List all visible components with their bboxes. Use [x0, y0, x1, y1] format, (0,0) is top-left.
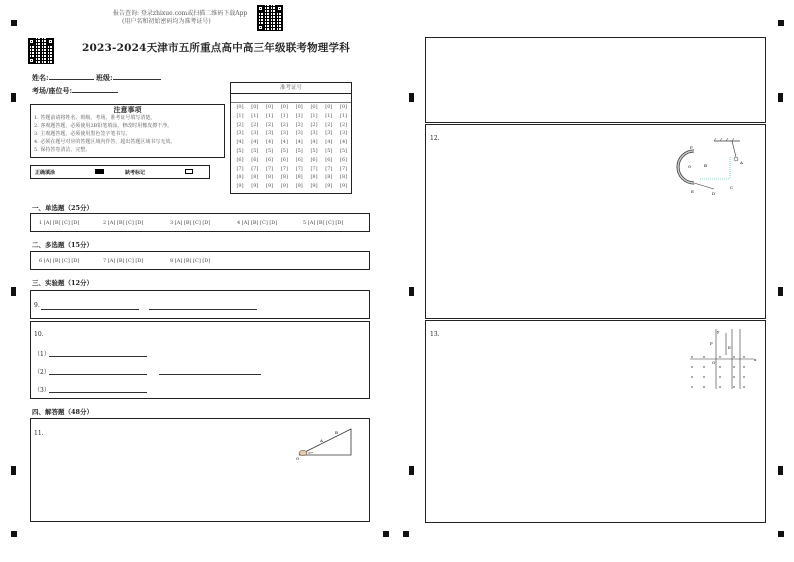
q10-sub1-line[interactable] [49, 348, 147, 357]
timing-mark [11, 287, 16, 296]
fill-legend [30, 165, 210, 179]
admission-digit-bubble[interactable]: [7] [266, 165, 274, 172]
admission-digit-bubble[interactable]: [7] [310, 165, 318, 172]
corner-mark-tr [778, 20, 784, 26]
class-field[interactable] [113, 79, 161, 80]
admission-digit-bubble[interactable]: [3] [280, 130, 288, 137]
admission-digit-columns [233, 103, 351, 193]
admission-digit-bubble[interactable]: [3] [310, 130, 318, 137]
admission-digit-bubble[interactable]: [8] [236, 174, 244, 181]
admission-digit-bubble[interactable]: [3] [266, 130, 274, 137]
q9-number: 9. [34, 302, 40, 309]
admission-digit-bubble[interactable]: [1] [340, 112, 348, 119]
absent-mark-label: 缺考标记 [125, 170, 146, 176]
admission-digit-bubble[interactable]: [7] [295, 165, 303, 172]
svg-text:A: A [740, 160, 743, 165]
svg-text:y: y [717, 329, 720, 334]
admission-digit-bubble[interactable]: [9] [325, 183, 333, 190]
q7-options[interactable]: 7 [A] [B] [C] [D] [103, 258, 144, 264]
admission-digit-bubble[interactable]: [0] [295, 104, 303, 110]
app-qr-code [257, 5, 283, 31]
admission-digit-bubble[interactable]: [1] [325, 112, 333, 119]
admission-digit-bubble[interactable]: [4] [251, 139, 259, 146]
q5-options[interactable]: 5 [A] [B] [C] [D] [303, 220, 344, 226]
admission-digit-bubble[interactable]: [7] [280, 165, 288, 172]
admission-digit-bubble[interactable]: [2] [266, 121, 274, 128]
admission-digit-bubble[interactable]: [6] [251, 156, 259, 163]
admission-digit-bubble[interactable]: [1] [266, 112, 274, 119]
admission-digit-bubble[interactable]: [6] [310, 156, 318, 163]
admission-column [233, 103, 247, 191]
q4-options[interactable]: 4 [A] [B] [C] [D] [237, 220, 278, 226]
q10-sub3-label: （3） [34, 387, 50, 394]
svg-text:P: P [710, 341, 713, 346]
exam-title: 2023-2024天津市五所重点高中高三年级联考物理学科 [82, 42, 350, 54]
admission-digit-bubble[interactable]: [2] [236, 121, 244, 128]
q12-box[interactable] [425, 124, 766, 319]
student-qr-code [28, 38, 54, 64]
admission-column [307, 103, 321, 191]
admission-digit-bubble[interactable]: [4] [325, 139, 333, 146]
q9-box [30, 290, 370, 319]
correct-fill-label: 正确填涂 [35, 170, 56, 176]
admission-digit-bubble[interactable]: [0] [310, 104, 318, 110]
admission-column [322, 103, 336, 191]
answer-title: 四、解答题（48分） [32, 408, 94, 416]
admission-digit-bubble[interactable]: [7] [325, 165, 333, 172]
corner-mark-bm2 [403, 531, 409, 537]
admission-digit-bubble[interactable]: [9] [310, 183, 318, 190]
svg-text:A: A [320, 438, 323, 443]
name-row [32, 73, 161, 83]
corner-mark-tl [11, 20, 17, 26]
svg-text:37°: 37° [308, 451, 314, 455]
name-label: 姓名: [32, 73, 49, 82]
svg-text:B: B [704, 163, 707, 168]
multi-choice-title: 二、多选题（15分） [32, 241, 94, 249]
admission-digit-bubble[interactable]: [3] [251, 130, 259, 137]
q11-number: 11. [34, 430, 44, 437]
notes-box [30, 104, 225, 158]
q3-options[interactable]: 3 [A] [B] [C] [D] [170, 220, 211, 226]
admission-digit-bubble[interactable]: [2] [340, 121, 348, 128]
q10-number: 10. [34, 331, 44, 338]
admission-digit-bubble[interactable]: [0] [280, 104, 288, 110]
admission-digit-bubble[interactable]: [6] [266, 156, 274, 163]
admission-digit-bubble[interactable]: [5] [251, 147, 259, 154]
q10-box [30, 321, 370, 399]
q13-field-figure [686, 327, 758, 393]
admission-digit-bubble[interactable]: [1] [251, 112, 259, 119]
admission-digit-bubble[interactable]: [6] [325, 156, 333, 163]
admission-title: 准考证号 [231, 83, 351, 94]
admission-digit-bubble[interactable]: [9] [280, 183, 288, 190]
admission-input-row [231, 94, 351, 103]
name-field[interactable] [49, 79, 94, 80]
seat-label: 考场/座位号: [32, 86, 73, 95]
admission-digit-bubble[interactable]: [0] [340, 104, 348, 110]
note-item: 1. 答题前请将姓名、班级、考场、准考证号填写清楚。 [34, 115, 156, 121]
admission-digit-bubble[interactable]: [9] [340, 183, 348, 190]
q6-options[interactable]: 6 [A] [B] [C] [D] [39, 258, 80, 264]
admission-digit-bubble[interactable]: [2] [295, 121, 303, 128]
timing-mark [409, 287, 414, 296]
admission-digit-bubble[interactable]: [8] [295, 174, 303, 181]
q10-sub3-line[interactable] [49, 384, 147, 393]
q10-overflow-box[interactable] [425, 37, 766, 123]
admission-digit-bubble[interactable]: [6] [280, 156, 288, 163]
admission-digit-bubble[interactable]: [5] [340, 147, 348, 154]
timing-mark [409, 466, 414, 475]
admission-digit-bubble[interactable]: [8] [251, 174, 259, 181]
admission-digit-bubble[interactable]: [8] [266, 174, 274, 181]
note-item: 5. 保持答卷清洁、完整。 [34, 147, 91, 153]
svg-text:F: F [690, 145, 693, 150]
svg-text:E: E [691, 189, 694, 194]
admission-column [248, 103, 262, 191]
admission-digit-bubble[interactable]: [4] [340, 139, 348, 146]
q9-answer-line-2[interactable] [149, 301, 257, 310]
admission-digit-bubble[interactable]: [1] [280, 112, 288, 119]
admission-digit-bubble[interactable]: [2] [280, 121, 288, 128]
admission-digit-bubble[interactable]: [5] [325, 147, 333, 154]
admission-digit-bubble[interactable]: [1] [310, 112, 318, 119]
report-query-text: 报告查询: 登录zhixue.com或扫描二维码下载App [113, 10, 248, 17]
timing-mark [409, 93, 414, 102]
admission-digit-bubble[interactable]: [2] [325, 121, 333, 128]
admission-digit-bubble[interactable]: [0] [325, 104, 333, 110]
admission-digit-bubble[interactable]: [7] [236, 165, 244, 172]
corner-mark-bl [11, 531, 17, 537]
q10-sub2-line-2[interactable] [159, 366, 261, 375]
admission-column [277, 103, 291, 191]
q12-circuit-figure [674, 137, 746, 203]
svg-text:C: C [730, 185, 734, 190]
experiment-title: 三、实验题（12分） [32, 279, 94, 287]
note-item: 2. 客观题答题，必须使用2B铅笔填涂，修改时用橡皮擦干净。 [34, 123, 173, 129]
admission-digit-bubble[interactable]: [5] [310, 147, 318, 154]
admission-digit-bubble[interactable]: [6] [295, 156, 303, 163]
admission-digit-bubble[interactable]: [3] [295, 130, 303, 137]
svg-text:O: O [296, 456, 300, 461]
corner-mark-br [778, 531, 784, 537]
notes-title: 注意事项 [113, 105, 142, 114]
svg-text:x: x [754, 357, 757, 362]
admission-column [292, 103, 306, 191]
svg-text:O: O [712, 360, 716, 365]
svg-text:B: B [335, 430, 338, 435]
report-hint-text: (用户名和初始密码均为准考证号) [122, 18, 211, 25]
admission-digit-bubble[interactable]: [0] [251, 104, 259, 110]
admission-digit-bubble[interactable]: [4] [236, 139, 244, 146]
admission-digit-bubble[interactable]: [9] [236, 183, 244, 190]
admission-digit-bubble[interactable]: [3] [325, 130, 333, 137]
admission-digit-bubble[interactable]: [7] [251, 165, 259, 172]
admission-grid [230, 82, 352, 194]
corner-mark-bm1 [383, 531, 389, 537]
admission-digit-bubble[interactable]: [5] [236, 147, 244, 154]
admission-digit-bubble[interactable]: [0] [266, 104, 274, 110]
admission-digit-bubble[interactable]: [0] [236, 104, 244, 110]
q2-options[interactable]: 2 [A] [B] [C] [D] [103, 220, 144, 226]
multi-choice-box [30, 251, 370, 270]
admission-digit-bubble[interactable]: [4] [295, 139, 303, 146]
q12-number: 12. [430, 135, 440, 142]
admission-digit-bubble[interactable]: [9] [295, 183, 303, 190]
timing-mark [778, 287, 783, 296]
admission-digit-bubble[interactable]: [4] [266, 139, 274, 146]
seat-field[interactable] [72, 92, 118, 93]
single-choice-box [30, 213, 370, 232]
admission-digit-bubble[interactable]: [1] [236, 112, 244, 119]
q10-sub2-label: （2） [34, 369, 50, 376]
admission-digit-bubble[interactable]: [6] [340, 156, 348, 163]
correct-fill-sample [95, 169, 104, 174]
admission-digit-bubble[interactable]: [8] [340, 174, 348, 181]
admission-digit-bubble[interactable]: [1] [295, 112, 303, 119]
admission-digit-bubble[interactable]: [5] [266, 147, 274, 154]
svg-text:D: D [712, 191, 716, 196]
admission-digit-bubble[interactable]: [6] [236, 156, 244, 163]
seat-row [32, 86, 118, 96]
absent-mark-box[interactable] [185, 169, 193, 174]
note-item: 4. 必须在题号对应的答题区域内作答，超出答题区域书写无效。 [34, 139, 176, 145]
admission-digit-bubble[interactable]: [9] [266, 183, 274, 190]
admission-digit-bubble[interactable]: [4] [280, 139, 288, 146]
svg-text:O: O [688, 164, 692, 169]
q13-number: 13. [430, 331, 440, 338]
svg-text:E: E [728, 345, 731, 350]
admission-digit-bubble[interactable]: [3] [236, 130, 244, 137]
admission-digit-bubble[interactable]: [2] [251, 121, 259, 128]
admission-digit-bubble[interactable]: [8] [310, 174, 318, 181]
admission-digit-bubble[interactable]: [4] [310, 139, 318, 146]
class-label: 班级: [96, 73, 113, 82]
timing-mark [778, 93, 783, 102]
q10-sub2-line-1[interactable] [49, 366, 147, 375]
q13-box[interactable] [425, 320, 766, 523]
q11-incline-figure [293, 425, 363, 461]
timing-mark [11, 93, 16, 102]
note-item: 3. 主观题答题，必须使用黑色签字笔书写。 [34, 131, 131, 137]
timing-mark [778, 466, 783, 475]
q9-answer-line-1[interactable] [41, 301, 139, 310]
admission-digit-bubble[interactable]: [2] [310, 121, 318, 128]
timing-mark [11, 466, 16, 475]
admission-digit-bubble[interactable]: [7] [340, 165, 348, 172]
q11-box[interactable] [30, 418, 370, 522]
single-choice-title: 一、单选题（25分） [32, 204, 94, 212]
admission-digit-bubble[interactable]: [3] [340, 130, 348, 137]
admission-digit-bubble[interactable]: [8] [325, 174, 333, 181]
q1-options[interactable]: 1 [A] [B] [C] [D] [39, 220, 80, 226]
q10-sub1-label: （1） [34, 351, 50, 358]
admission-column [263, 103, 277, 191]
admission-digit-bubble[interactable]: [5] [295, 147, 303, 154]
admission-digit-bubble[interactable]: [5] [280, 147, 288, 154]
admission-digit-bubble[interactable]: [9] [251, 183, 259, 190]
q8-options[interactable]: 8 [A] [B] [C] [D] [170, 258, 211, 264]
admission-digit-bubble[interactable]: [8] [280, 174, 288, 181]
admission-column [337, 103, 351, 191]
